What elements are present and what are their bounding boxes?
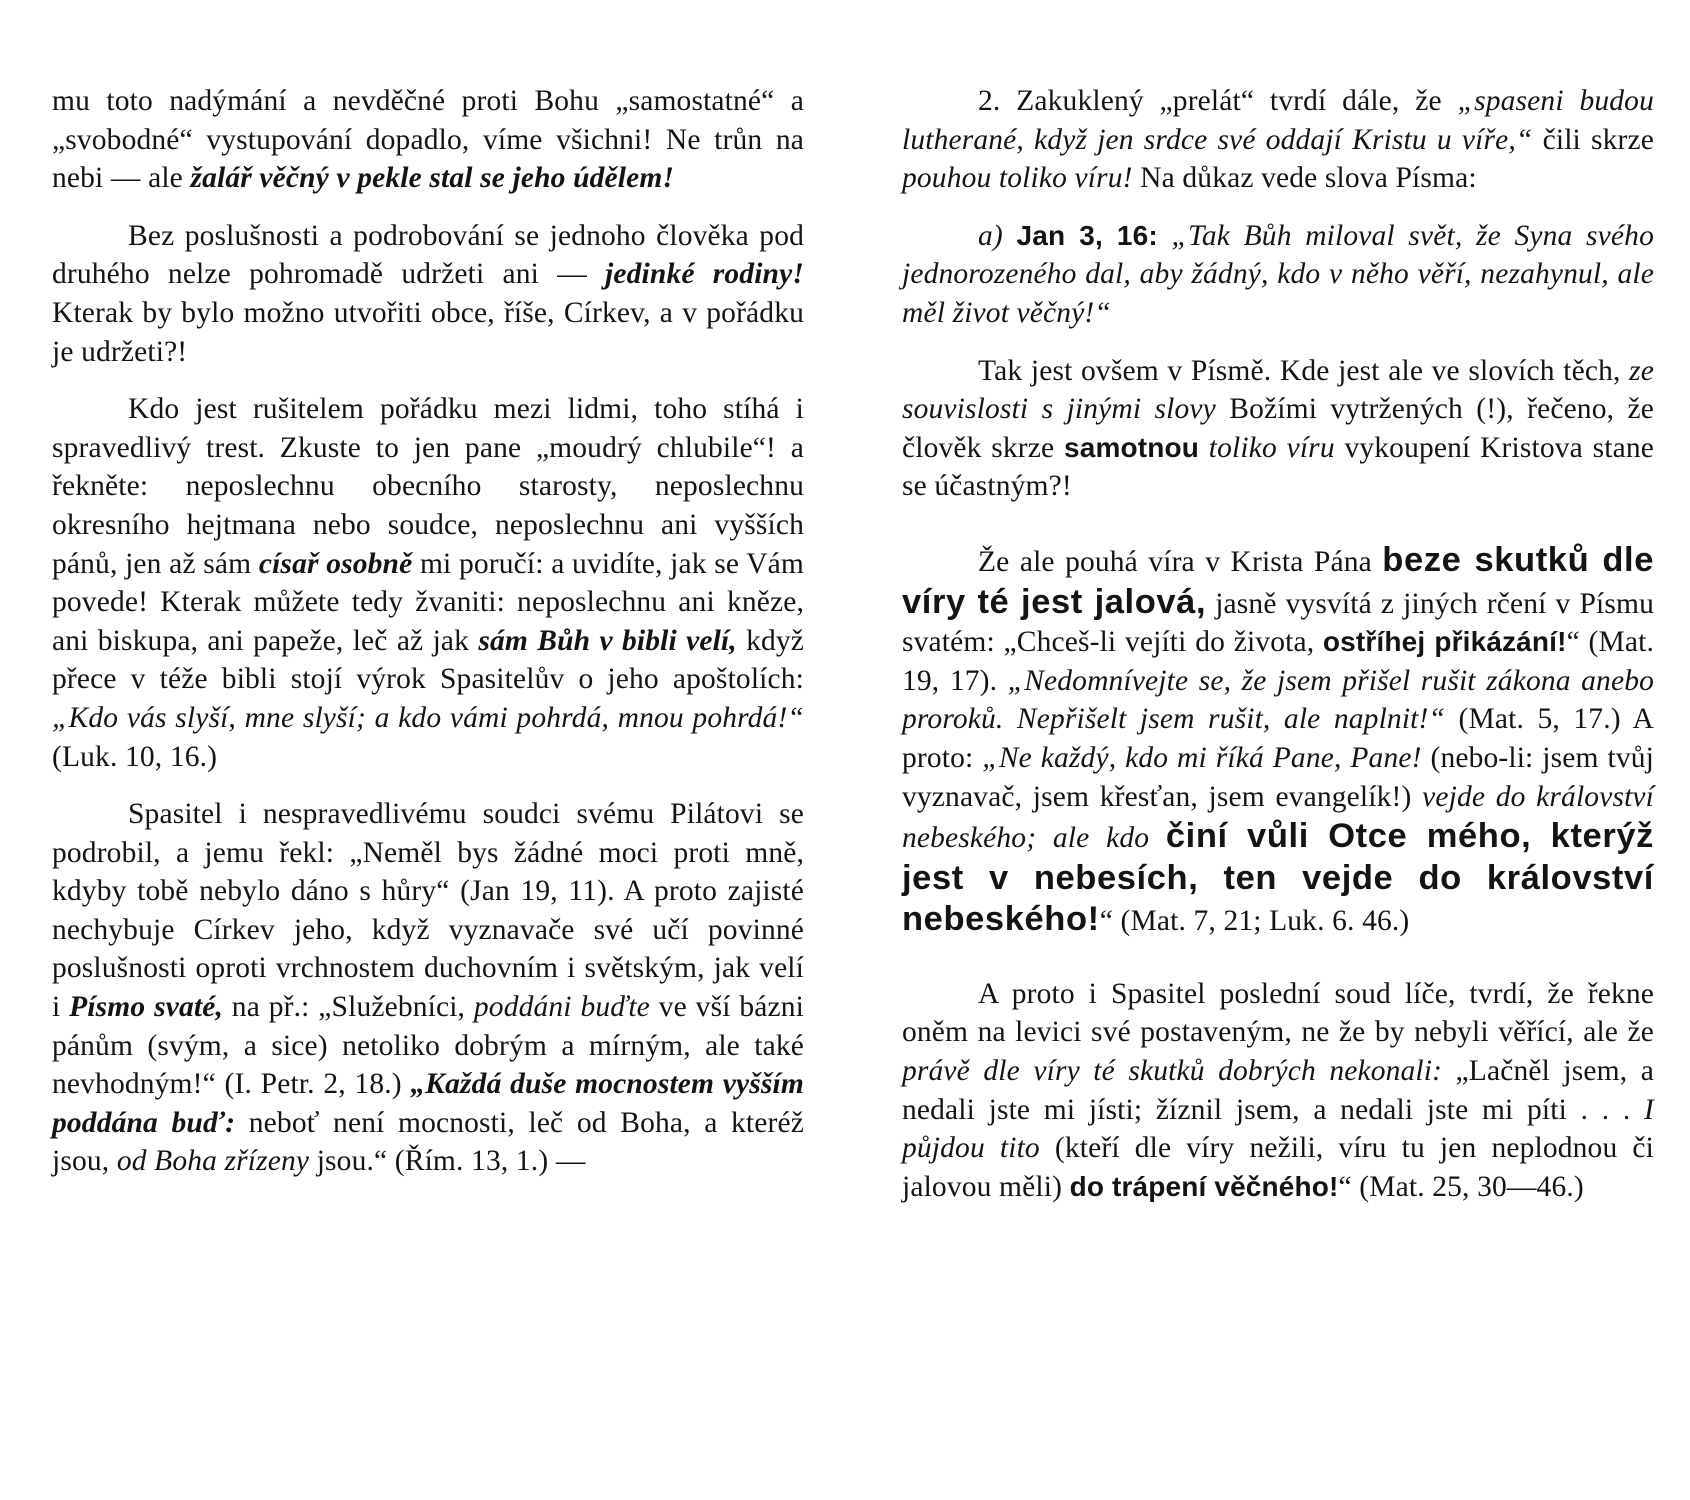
left-page <box>52 82 804 1200</box>
paragraph: Tak jest ovšem v Písmě. Kde jest ale ve slovích těch, ze souvislosti s jinými slovy Božími vytržených (!), řečeno, že člověk skrze samotnou toliko víru vykoupení Kristova stane se účastným?! <box>902 354 1655 503</box>
paragraph: mu toto nadýmání a nevděčné proti Bohu „samostatné“ a „svobodné“ vystupování dopadlo, víme všichni! Ne trůn na nebi — ale žalář věčný v pekle stal se jeho údělem! <box>52 85 804 195</box>
paragraph: 2. Zakuklený „prelát“ tvrdí dále, že „spaseni budou lutherané, když jen srdce své oddají Kristu u víře,“ čili skrze pouhou toliko víru! Na důkaz vede slova Písma: <box>902 85 1654 195</box>
paragraph: Kdo jest rušitelem pořádku mezi lidmi, toho stíhá i spravedlivý trest. Zkuste to jen pane „moudrý chlubile“! a řekněte: neposlechnu obecního starosty, neposlechnu okresního hejtmana nebo soudce, neposlechnu ani vyšších pánů, jen až sám císař osobně mi poručí: a uvidíte, jak se Vám povede! Kterak můžete tedy žvaniti: neposlechnu ani kněze, ani biskupa, ani papeže, leč až jak sám Bůh v bibli velí, když přece v téže bibli stojí výrok Spasitelův o jeho apoštolích: „Kdo vás slyší, mne slyší; a kdo vámi pohrdá, mnou pohrdá!“ (Luk. 10, 16.) <box>52 393 805 773</box>
paragraph: Bez poslušnosti a podrobování se jednoho člověka pod druhého nelze pohromadě udržeti ani — jedinké rodiny! Kterak by bylo možno utvořiti obce, říše, Církev, a v pořádku je udržeti?! <box>52 219 804 368</box>
paragraph: Spasitel i nespravedlivému soudci svému Pilátovi se podrobil, a jemu řekl: „Neměl bys žádné moci proti mně, kdyby tobě nebylo dáno s hůry“ (Jan 19, 11). A proto zajisté nechybuje Církev jeho, když vyznavače své učí povinné poslušnosti oproti vrchnostem duchovním i světským, jak velí i Písmo svaté, na př.: „Služebníci, poddáni buďte ve vší bázni pánům (svým, a sice) netoliko dobrým a mírným, ale také nevhodným!“ (I. Petr. 2, 18.) „Každá duše mocnostem vyšším poddána buď: neboť není mocnosti, leč od Boha, a kteréž jsou, od Boha zřízeny jsou.“ (Řím. 13, 1.) — <box>52 798 804 1178</box>
paragraph: a) Jan 3, 16: „Tak Bůh miloval svět, že Syna svého jednorozeného dal, aby žádný, kdo v něho věří, nezahynul, ale měl život věčný!“ <box>902 219 1654 329</box>
right-page <box>902 82 1654 1225</box>
paragraph: A proto i Spasitel poslední soud líče, tvrdí, že řekne oněm na levici své postaveným, ne že by nebyli věřící, ale že právě dle víry té skutků dobrých nekonali: „Lačněl jsem, a nedali jste mi jísti; žíznil jsem, a nedali jste mi píti . . . I půjdou tito (kteří dle víry nežili, víru tu jen neplodnou či jalovou měli) do trápení věčného!“ (Mat. 25, 30—46.) <box>902 977 1654 1203</box>
paragraph: Že ale pouhá víra v Krista Pána beze skutků dle víry té jest jalová, jasně vysvítá z jiných rčení v Písmu svatém: „Chceš-li vejíti do života, ostříhej přikázání!“ (Mat. 19, 17). „Nedomnívejte se, že jsem přišel rušit zákona anebo proroků. Nepřišelt jsem rušit, ale naplnit!“ (Mat. 5, 17.) A proto: „Ne každý, kdo mi říká Pane, Pane! (nebo-li: jsem tvůj vyznavač, jsem křesťan, jsem evangelík!) vejde do království nebeského; ale kdo činí vůli Otce mého, kterýž jest v nebesích, ten vejde do království nebeského!“ (Mat. 7, 21; Luk. 6. 46.) <box>902 540 1655 939</box>
